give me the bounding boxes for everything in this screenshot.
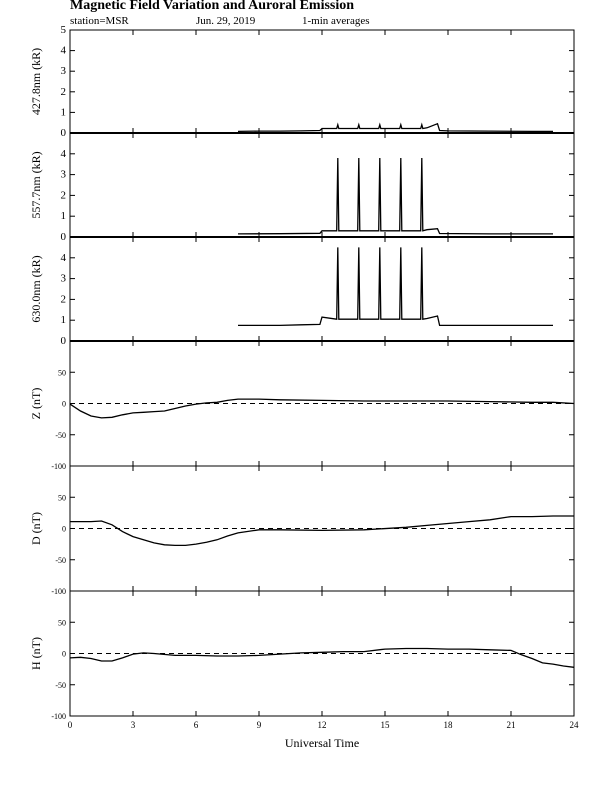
x-tick-label: 9 (256, 720, 262, 730)
date-label: Jun. 29, 2019 (196, 15, 256, 27)
y-tick-label: 1 (60, 314, 66, 327)
x-tick-label: 24 (569, 720, 579, 730)
panels-group (29, 24, 579, 750)
y-tick-label: 4 (60, 251, 66, 264)
panel-6 (29, 591, 579, 750)
y-tick-label: 3 (60, 65, 66, 78)
plot-frame (70, 133, 574, 237)
x-tick-label: 18 (443, 720, 453, 730)
y-tick-label: 0 (60, 335, 66, 347)
y-axis-label: 557.7nm (kR) (29, 151, 43, 219)
station-label: station=MSR (70, 15, 129, 27)
y-tick-label: 3 (60, 168, 66, 181)
chart-title: Magnetic Field Variation and Auroral Emission (70, 0, 355, 13)
x-tick-label: 12 (317, 720, 327, 730)
x-tick-label: 3 (130, 720, 136, 730)
plot-frame (70, 30, 574, 133)
x-tick-label: 21 (506, 720, 516, 730)
y-tick-label: 5 (60, 24, 66, 36)
y-tick-label: -100 (51, 462, 66, 471)
y-tick-label: 2 (60, 189, 66, 202)
data-series-line (70, 516, 574, 545)
panel-4 (29, 341, 574, 471)
x-tick-label: 15 (380, 720, 390, 730)
y-axis-label: H (nT) (29, 637, 43, 670)
x-tick-label: 6 (193, 720, 199, 730)
y-tick-label: -50 (55, 430, 66, 440)
y-tick-label: 3 (60, 272, 66, 285)
y-tick-label: 0 (62, 524, 66, 534)
y-axis-label: Z (nT) (29, 387, 43, 420)
data-series-line (238, 247, 553, 325)
y-tick-label: 0 (60, 231, 66, 243)
data-series-line (70, 649, 574, 668)
y-tick-label: 1 (60, 106, 66, 119)
data-series-line (70, 399, 574, 418)
y-tick-label: 2 (60, 85, 66, 98)
y-tick-label: 1 (60, 210, 66, 223)
y-axis-label: 630.0nm (kR) (29, 255, 43, 323)
y-tick-label: -50 (55, 555, 66, 565)
y-tick-label: 4 (60, 147, 66, 160)
y-tick-label: 0 (60, 127, 66, 139)
y-axis-label: D (nT) (29, 512, 43, 545)
y-tick-label: 50 (58, 493, 66, 503)
averaging-label: 1-min averages (302, 15, 370, 27)
y-tick-label: 2 (60, 293, 66, 306)
y-axis-label: 427.8nm (kR) (29, 47, 43, 116)
y-tick-label: 50 (58, 368, 66, 378)
y-tick-label: 0 (62, 649, 66, 659)
y-tick-label: 0 (62, 399, 66, 409)
panel-2 (29, 133, 574, 243)
data-series-line (238, 158, 553, 234)
data-series-line (238, 124, 553, 132)
y-tick-label: -100 (51, 712, 66, 721)
panel-5 (29, 466, 574, 596)
y-tick-label: 50 (58, 618, 66, 628)
x-tick-label: 0 (67, 720, 73, 730)
y-tick-label: -50 (55, 680, 66, 690)
y-tick-label: -100 (51, 587, 66, 596)
y-tick-label: 4 (60, 44, 66, 57)
panel-1 (29, 24, 574, 139)
x-axis-label: Universal Time (284, 736, 360, 750)
panel-3 (29, 237, 574, 347)
